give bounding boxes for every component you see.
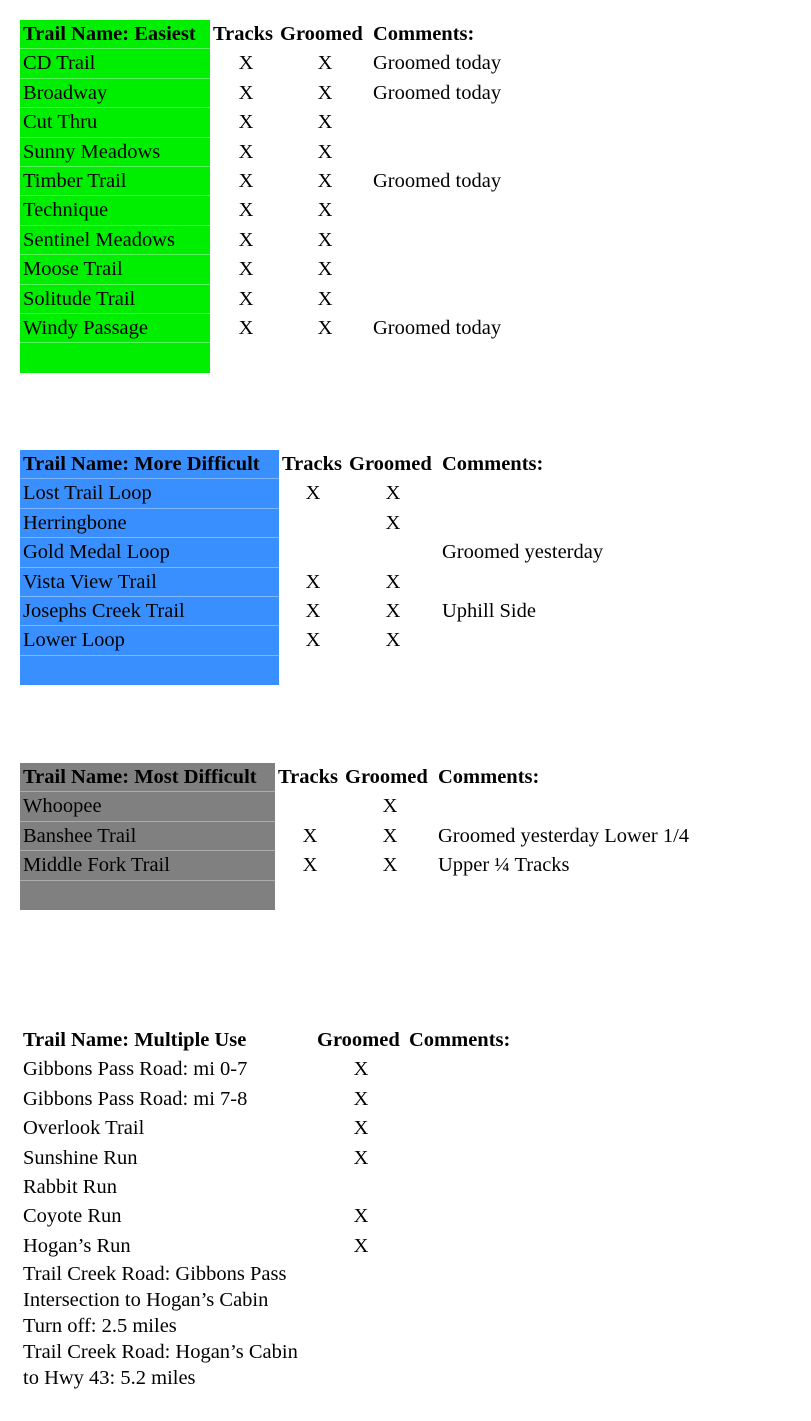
groomed-mark: X — [353, 1117, 369, 1140]
trail-name: Timber Trail — [20, 167, 210, 196]
trail-name: Lost Trail Loop — [20, 479, 279, 508]
header-groomed: Groomed — [280, 23, 363, 45]
header-groomed: Groomed — [345, 766, 428, 788]
groomed-mark: X — [382, 795, 398, 818]
groomed-mark: X — [382, 854, 398, 877]
groomed-mark: X — [317, 111, 333, 134]
trail-name: Gibbons Pass Road: mi 7-8 — [23, 1087, 248, 1110]
trail-name: Cut Thru — [20, 108, 210, 137]
tracks-mark: X — [238, 258, 254, 281]
groomed-mark: X — [353, 1058, 369, 1081]
groomed-mark: X — [385, 511, 401, 534]
trail-comment: Groomed today — [373, 52, 502, 75]
groomed-mark: X — [382, 824, 398, 847]
trail-name: Middle Fork Trail — [20, 851, 275, 880]
tracks-mark: X — [238, 228, 254, 251]
tracks-mark: X — [305, 570, 321, 593]
tracks-mark: X — [238, 169, 254, 192]
groomed-mark: X — [353, 1146, 369, 1169]
trail-name: Vista View Trail — [20, 568, 279, 597]
groomed-mark: X — [317, 287, 333, 310]
header-trail-name: Trail Name: Most Difficult — [20, 763, 275, 792]
groomed-mark: X — [317, 258, 333, 281]
header-tracks: Tracks — [213, 23, 273, 45]
groomed-mark: X — [353, 1234, 369, 1257]
empty-name-cell — [20, 881, 275, 910]
empty-name-cell — [20, 343, 210, 372]
trail-name: Rabbit Run — [23, 1175, 117, 1198]
tracks-mark: X — [238, 287, 254, 310]
trail-comment: Groomed yesterday Lower 1/4 — [438, 824, 690, 847]
groomed-mark: X — [317, 52, 333, 75]
trail-name: Trail Creek Road: Gibbons Pass Intersection to Hogan’s Cabin Turn off: 2.5 miles — [23, 1263, 287, 1338]
header-groomed: Groomed — [317, 1029, 400, 1051]
trail-name: CD Trail — [20, 49, 210, 78]
header-trail-name: Trail Name: Easiest — [20, 20, 210, 49]
trail-name: Lower Loop — [20, 626, 279, 655]
tracks-mark: X — [305, 599, 321, 622]
trail-name: Banshee Trail — [20, 822, 275, 851]
groomed-mark: X — [317, 169, 333, 192]
header-tracks: Tracks — [278, 766, 338, 788]
header-tracks: Tracks — [282, 453, 342, 475]
trail-comment: Groomed yesterday — [442, 541, 604, 564]
groomed-mark: X — [353, 1087, 369, 1110]
trail-name: Gold Medal Loop — [20, 538, 279, 567]
groomed-mark: X — [317, 316, 333, 339]
trail-name: Josephs Creek Trail — [20, 597, 279, 626]
trail-name: Whoopee — [20, 792, 275, 821]
header-comments: Comments: — [442, 453, 544, 475]
trail-name: Sunny Meadows — [20, 138, 210, 167]
groomed-mark: X — [385, 629, 401, 652]
tracks-mark: X — [238, 81, 254, 104]
trail-name: Trail Creek Road: Hogan’s Cabin to Hwy 43: 5.2 miles — [23, 1341, 298, 1390]
tracks-mark: X — [305, 629, 321, 652]
tracks-mark: X — [238, 52, 254, 75]
trail-name: Sentinel Meadows — [20, 226, 210, 255]
trail-name: Windy Passage — [20, 314, 210, 343]
groomed-mark: X — [317, 199, 333, 222]
groomed-mark: X — [385, 570, 401, 593]
tracks-mark: X — [238, 316, 254, 339]
tracks-mark: X — [238, 140, 254, 163]
tracks-mark: X — [302, 854, 318, 877]
trail-comment: Uphill Side — [442, 599, 536, 622]
trail-comment: Groomed today — [373, 81, 502, 104]
tracks-mark: X — [302, 824, 318, 847]
trail-name: Broadway — [20, 79, 210, 108]
header-comments: Comments: — [373, 23, 475, 45]
tracks-mark: X — [238, 111, 254, 134]
trail-comment: Upper ¼ Tracks — [438, 854, 570, 877]
trail-name: Technique — [20, 196, 210, 225]
tracks-mark: X — [238, 199, 254, 222]
trail-name: Hogan’s Run — [23, 1234, 131, 1257]
header-comments: Comments: — [409, 1029, 511, 1051]
groomed-mark: X — [317, 228, 333, 251]
groomed-mark: X — [385, 599, 401, 622]
empty-name-cell — [20, 656, 279, 685]
trail-name: Sunshine Run — [23, 1146, 138, 1169]
trail-comment: Groomed today — [373, 316, 502, 339]
trail-name: Herringbone — [20, 509, 279, 538]
trail-name: Solitude Trail — [20, 285, 210, 314]
trail-name: Moose Trail — [20, 255, 210, 284]
trail-name: Gibbons Pass Road: mi 0-7 — [23, 1058, 248, 1081]
trail-comment: Groomed today — [373, 169, 502, 192]
header-groomed: Groomed — [349, 453, 432, 475]
groomed-mark: X — [353, 1205, 369, 1228]
groomed-mark: X — [385, 482, 401, 505]
header-trail-name: Trail Name: Multiple Use — [23, 1029, 247, 1051]
groomed-mark: X — [317, 81, 333, 104]
groomed-mark: X — [317, 140, 333, 163]
trail-name: Overlook Trail — [23, 1117, 145, 1140]
tracks-mark: X — [305, 482, 321, 505]
header-trail-name: Trail Name: More Difficult — [20, 450, 279, 479]
header-comments: Comments: — [438, 766, 540, 788]
trail-name: Coyote Run — [23, 1205, 122, 1228]
